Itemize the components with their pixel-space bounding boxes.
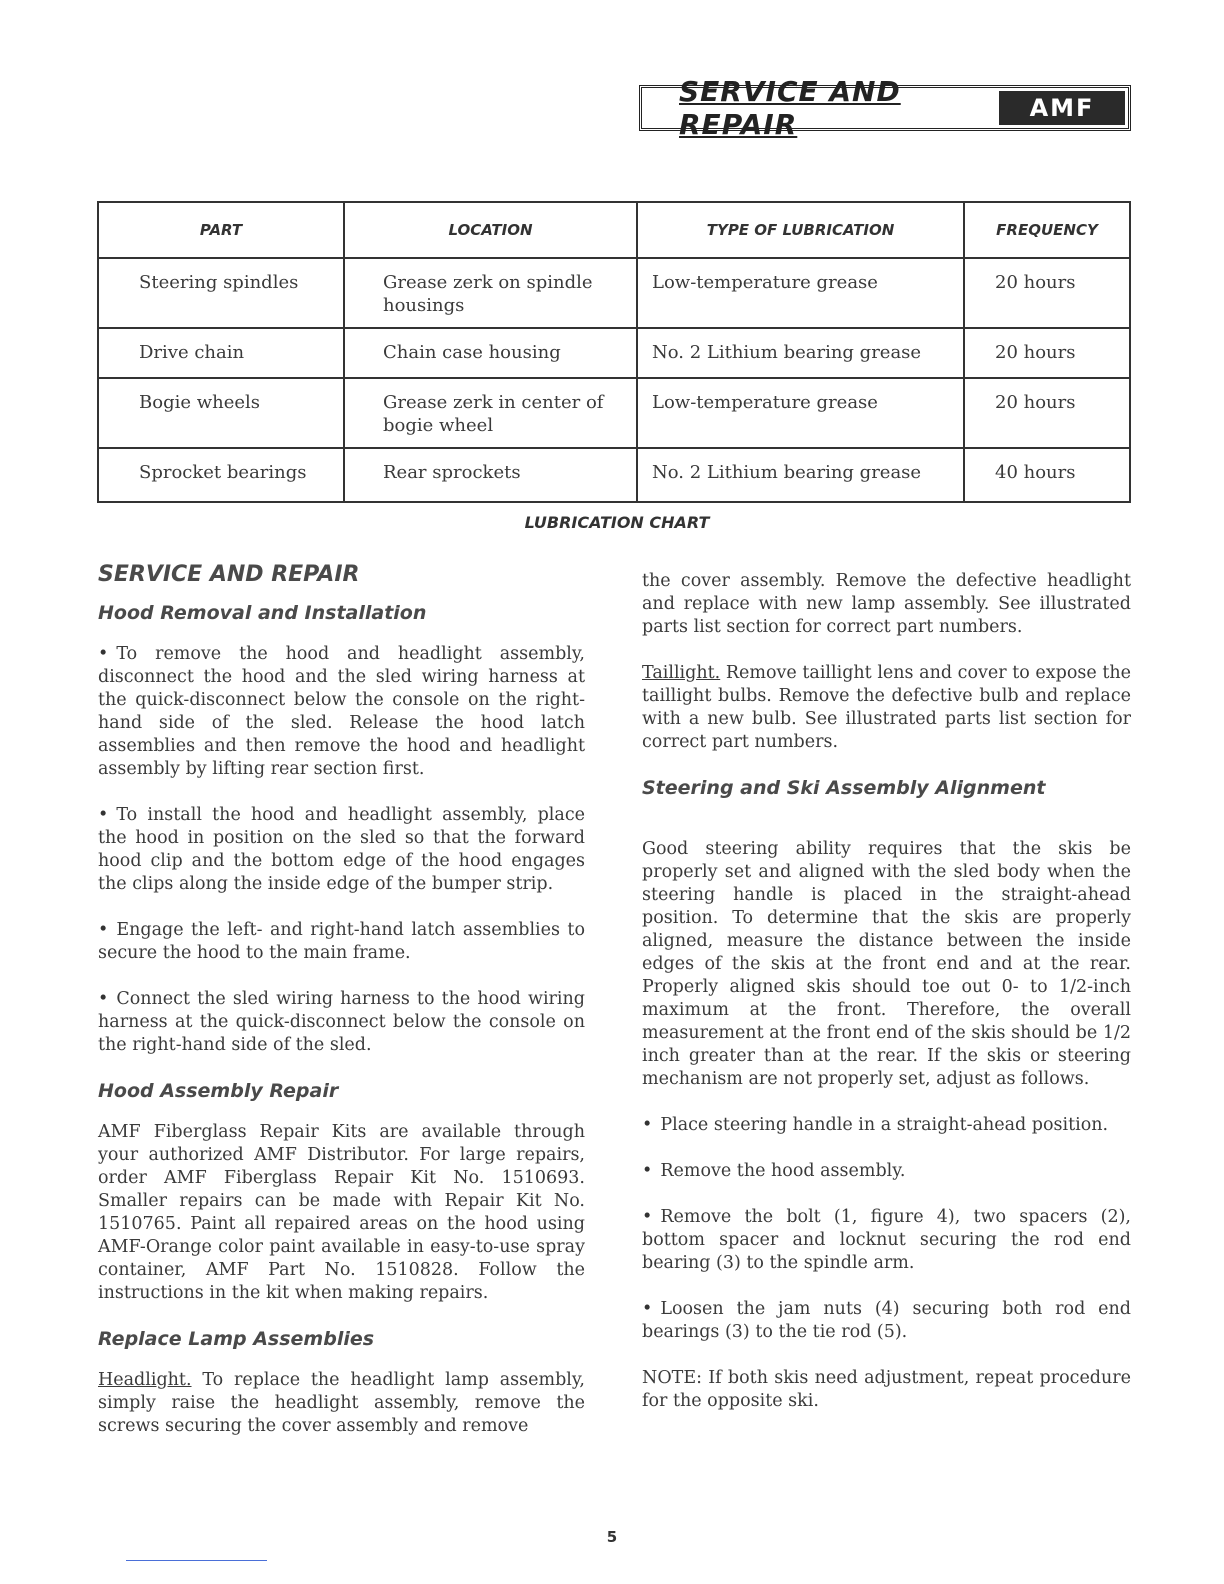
note: NOTE: If both skis need adjustment, repeat procedure for the opposite ski. bbox=[642, 1368, 1131, 1411]
list-item: • Remove the bolt (1, figure 4), two spacers (2), bottom spacer and locknut securing the rod end bearing (3) to the spindle arm. bbox=[642, 1206, 1131, 1275]
right-column bbox=[642, 570, 1131, 1436]
table-cell: Low-temperature grease bbox=[637, 258, 964, 328]
column-header-location: LOCATION bbox=[344, 202, 637, 258]
column-header-part: PART bbox=[98, 202, 344, 258]
headlight-text: To replace the headlight lamp assembly, simply raise the headlight assembly, remove the screws securing the cover assembly and remove bbox=[98, 1370, 585, 1436]
subsection-heading-steering: Steering and Ski Assembly Alignment bbox=[642, 777, 1046, 799]
table-cell: No. 2 Lithium bearing grease bbox=[637, 448, 964, 502]
paragraph bbox=[98, 1369, 585, 1438]
subsection-heading-hood: Hood Removal and Installation bbox=[98, 602, 427, 624]
table-cell: Drive chain bbox=[98, 328, 344, 378]
table-cell: 20 hours bbox=[964, 328, 1130, 378]
table-header-row bbox=[98, 202, 1130, 258]
paragraph: the cover assembly. Remove the defective headlight and replace with new lamp assembly. See illustrated parts list section for correct part numbers. bbox=[642, 571, 1131, 637]
column-header-frequency: FREQUENCY bbox=[964, 202, 1130, 258]
taillight-text: Remove taillight lens and cover to expose the taillight bulbs. Remove the defective bulb and replace with a new bulb. See illustrated parts list section for correct part numbers. bbox=[642, 663, 1131, 752]
page-header bbox=[639, 75, 1131, 141]
list-item: • Engage the left- and right-hand latch assemblies to secure the hood to the main frame. bbox=[98, 919, 585, 965]
table-cell: Sprocket bearings bbox=[98, 448, 344, 502]
table-cell: Grease zerk on spindle housings bbox=[344, 258, 637, 328]
list-item: • Connect the sled wiring harness to the hood wiring harness at the quick-disconnect below the console on the right-hand side of the sled. bbox=[98, 988, 585, 1057]
footer-divider bbox=[126, 1560, 267, 1561]
table-cell: Bogie wheels bbox=[98, 378, 344, 448]
subsection-heading-repair: Hood Assembly Repair bbox=[98, 1080, 339, 1102]
table-cell: Rear sprockets bbox=[344, 448, 637, 502]
table-cell: Steering spindles bbox=[98, 258, 344, 328]
table-cell: Chain case housing bbox=[344, 328, 637, 378]
paragraph: AMF Fiberglass Repair Kits are available through your authorized AMF Distributor. For large repairs, order AMF Fiberglass Repair Kit No. 1510693. Smaller repairs can be made with Repair Kit No. 1510765. Paint all repaired areas on the hood using AMF-Orange color paint available in easy-to-use spray container, AMF Part No. 1510828. Follow the instructions in the kit when making repairs. bbox=[98, 1122, 585, 1303]
table-row bbox=[98, 448, 1130, 502]
list-item: • To remove the hood and headlight assembly, disconnect the hood and the sled wiring harness at the quick-disconnect below the console on the right-hand side of the sled. Release the hood latch assemblies and then remove the hood and headlight assembly by lifting rear section first. bbox=[98, 643, 585, 781]
subsection-heading-lamp: Replace Lamp Assemblies bbox=[98, 1328, 375, 1350]
section-heading: SERVICE AND REPAIR bbox=[98, 562, 360, 587]
list-item: • To install the hood and headlight assembly, place the hood in position on the sled so that the forward hood clip and the bottom edge of the hood engages the clips along the inside edge of the bumper strip. bbox=[98, 804, 585, 896]
headlight-label: Headlight. bbox=[98, 1370, 192, 1390]
list-item: • Loosen the jam nuts (4) securing both rod end bearings (3) to the tie rod (5). bbox=[642, 1298, 1131, 1344]
table-cell: 40 hours bbox=[964, 448, 1130, 502]
table-row bbox=[98, 258, 1130, 328]
list-item: • Place steering handle in a straight-ahead position. bbox=[642, 1114, 1131, 1137]
page-number: 5 bbox=[606, 1528, 618, 1546]
list-item: • Remove the hood assembly. bbox=[642, 1160, 1131, 1183]
paragraph bbox=[642, 662, 1131, 754]
table-cell: 20 hours bbox=[964, 258, 1130, 328]
table-cell: Grease zerk in center of bogie wheel bbox=[344, 378, 637, 448]
table-cell: Low-temperature grease bbox=[637, 378, 964, 448]
table-caption: LUBRICATION CHART bbox=[524, 513, 710, 532]
table-row bbox=[98, 328, 1130, 378]
paragraph: Good steering ability requires that the skis be properly set and aligned with the sled body when the steering handle is placed in the straight-ahead position. To determine that the skis are properly aligned, measure the distance between the inside edges of the skis at the front end and at the rear. Properly aligned skis should toe out 0- to 1/2-inch maximum at the front. Therefore, the overall measurement at the front end of the skis should be 1/2 inch greater than at the rear. If the skis or steering mechanism are not properly set, adjust as follows. bbox=[642, 839, 1131, 1089]
amf-logo: AMF bbox=[999, 91, 1125, 125]
left-column bbox=[98, 563, 585, 1461]
lubrication-table bbox=[97, 201, 1131, 503]
table-row bbox=[98, 378, 1130, 448]
taillight-label: Taillight. bbox=[642, 663, 721, 683]
column-header-type: TYPE OF LUBRICATION bbox=[637, 202, 964, 258]
header-title: SERVICE AND REPAIR bbox=[679, 75, 901, 141]
table-cell: No. 2 Lithium bearing grease bbox=[637, 328, 964, 378]
table-cell: 20 hours bbox=[964, 378, 1130, 448]
